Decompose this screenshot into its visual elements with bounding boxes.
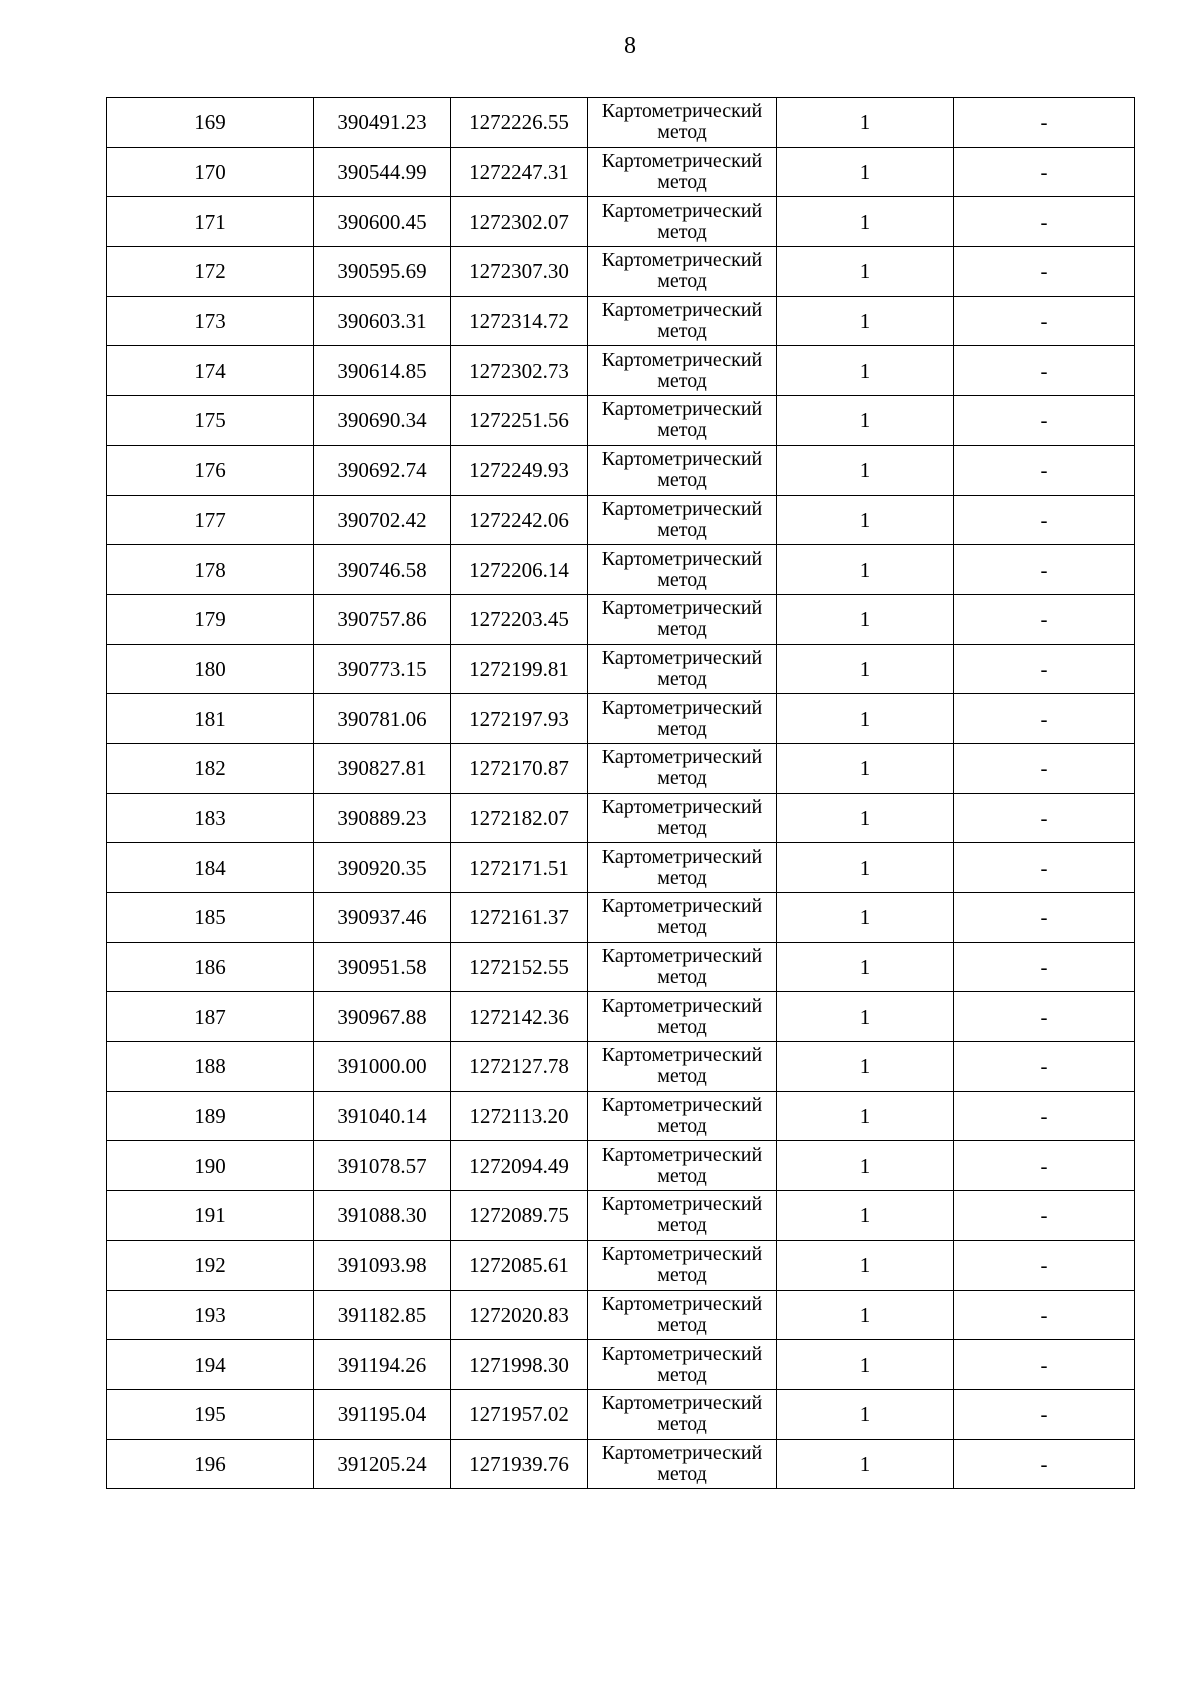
note-cell: - [954, 1141, 1135, 1191]
method-line-2: метод [657, 270, 707, 293]
accuracy-cell: 1 [777, 147, 954, 197]
note-cell: - [954, 147, 1135, 197]
point-number-cell: 190 [107, 1141, 314, 1191]
note-cell: - [954, 743, 1135, 793]
accuracy-cell: 1 [777, 694, 954, 744]
accuracy-cell: 1 [777, 197, 954, 247]
method-line-2: метод [657, 1065, 707, 1088]
x-coordinate-cell: 390920.35 [314, 843, 451, 893]
point-number-cell: 189 [107, 1091, 314, 1141]
method-line-1: Картометрический [601, 199, 763, 222]
note-cell: - [954, 644, 1135, 694]
method-cell [588, 495, 777, 545]
accuracy-cell: 1 [777, 495, 954, 545]
method-line-2: метод [657, 369, 707, 392]
method-line-1: Картометрический [601, 547, 763, 570]
note-cell: - [954, 1240, 1135, 1290]
x-coordinate-cell: 391088.30 [314, 1191, 451, 1241]
point-number-cell: 181 [107, 694, 314, 744]
table-row [107, 992, 1135, 1042]
method-line-2: метод [657, 469, 707, 492]
accuracy-cell: 1 [777, 1340, 954, 1390]
method-line-1: Картометрический [601, 895, 763, 918]
method-cell [588, 1340, 777, 1390]
method-cell [588, 1042, 777, 1092]
point-number-cell: 193 [107, 1290, 314, 1340]
method-line-1: Картометрический [601, 1441, 763, 1464]
point-number-cell: 171 [107, 197, 314, 247]
y-coordinate-cell: 1271939.76 [451, 1439, 588, 1489]
note-cell: - [954, 843, 1135, 893]
note-cell: - [954, 98, 1135, 148]
y-coordinate-cell: 1272094.49 [451, 1141, 588, 1191]
point-number-cell: 196 [107, 1439, 314, 1489]
point-number-cell: 177 [107, 495, 314, 545]
method-cell [588, 445, 777, 495]
table-row [107, 893, 1135, 943]
table-row [107, 1191, 1135, 1241]
method-cell [588, 743, 777, 793]
accuracy-cell: 1 [777, 1290, 954, 1340]
point-number-cell: 191 [107, 1191, 314, 1241]
method-cell [588, 1091, 777, 1141]
x-coordinate-cell: 390544.99 [314, 147, 451, 197]
method-line-1: Картометрический [601, 945, 763, 968]
method-line-1: Картометрический [601, 795, 763, 818]
method-cell [588, 893, 777, 943]
method-line-1: Картометрический [601, 696, 763, 719]
method-line-2: метод [657, 1264, 707, 1287]
method-line-2: метод [657, 717, 707, 740]
accuracy-cell: 1 [777, 98, 954, 148]
note-cell: - [954, 247, 1135, 297]
method-line-1: Картометрический [601, 597, 763, 620]
accuracy-cell: 1 [777, 445, 954, 495]
note-cell: - [954, 893, 1135, 943]
accuracy-cell: 1 [777, 1191, 954, 1241]
method-cell [588, 1290, 777, 1340]
accuracy-cell: 1 [777, 346, 954, 396]
point-number-cell: 175 [107, 396, 314, 446]
y-coordinate-cell: 1272142.36 [451, 992, 588, 1042]
method-line-2: метод [657, 518, 707, 541]
x-coordinate-cell: 391194.26 [314, 1340, 451, 1390]
method-line-1: Картометрический [601, 994, 763, 1017]
method-line-2: метод [657, 568, 707, 591]
point-number-cell: 187 [107, 992, 314, 1042]
table-row [107, 644, 1135, 694]
y-coordinate-cell: 1272020.83 [451, 1290, 588, 1340]
method-cell [588, 346, 777, 396]
y-coordinate-cell: 1272242.06 [451, 495, 588, 545]
table-row [107, 98, 1135, 148]
table-row [107, 793, 1135, 843]
y-coordinate-cell: 1272226.55 [451, 98, 588, 148]
table-row [107, 1290, 1135, 1340]
accuracy-cell: 1 [777, 1141, 954, 1191]
point-number-cell: 185 [107, 893, 314, 943]
note-cell: - [954, 346, 1135, 396]
method-line-1: Картометрический [601, 746, 763, 769]
table-row [107, 1439, 1135, 1489]
point-number-cell: 176 [107, 445, 314, 495]
y-coordinate-cell: 1272302.07 [451, 197, 588, 247]
point-number-cell: 188 [107, 1042, 314, 1092]
table-row [107, 197, 1135, 247]
method-line-2: метод [657, 767, 707, 790]
method-line-2: метод [657, 1363, 707, 1386]
accuracy-cell: 1 [777, 1042, 954, 1092]
method-cell [588, 197, 777, 247]
x-coordinate-cell: 391040.14 [314, 1091, 451, 1141]
x-coordinate-cell: 390702.42 [314, 495, 451, 545]
y-coordinate-cell: 1272170.87 [451, 743, 588, 793]
x-coordinate-cell: 390746.58 [314, 545, 451, 595]
x-coordinate-cell: 390692.74 [314, 445, 451, 495]
table-row [107, 247, 1135, 297]
method-cell [588, 1240, 777, 1290]
accuracy-cell: 1 [777, 992, 954, 1042]
y-coordinate-cell: 1272161.37 [451, 893, 588, 943]
method-line-1: Картометрический [601, 299, 763, 322]
method-line-2: метод [657, 121, 707, 144]
note-cell: - [954, 1340, 1135, 1390]
method-line-2: метод [657, 171, 707, 194]
point-number-cell: 186 [107, 942, 314, 992]
point-number-cell: 180 [107, 644, 314, 694]
point-number-cell: 178 [107, 545, 314, 595]
x-coordinate-cell: 390600.45 [314, 197, 451, 247]
method-cell [588, 594, 777, 644]
x-coordinate-cell: 390937.46 [314, 893, 451, 943]
method-cell [588, 545, 777, 595]
x-coordinate-cell: 391182.85 [314, 1290, 451, 1340]
note-cell: - [954, 1091, 1135, 1141]
point-number-cell: 183 [107, 793, 314, 843]
note-cell: - [954, 1439, 1135, 1489]
method-line-1: Картометрический [601, 646, 763, 669]
y-coordinate-cell: 1272314.72 [451, 296, 588, 346]
table-row [107, 1340, 1135, 1390]
method-line-2: метод [657, 916, 707, 939]
accuracy-cell: 1 [777, 743, 954, 793]
note-cell: - [954, 1191, 1135, 1241]
method-line-1: Картометрический [601, 398, 763, 421]
note-cell: - [954, 545, 1135, 595]
method-line-1: Картометрический [601, 1143, 763, 1166]
x-coordinate-cell: 390781.06 [314, 694, 451, 744]
method-cell [588, 992, 777, 1042]
point-number-cell: 173 [107, 296, 314, 346]
method-line-2: метод [657, 320, 707, 343]
accuracy-cell: 1 [777, 296, 954, 346]
y-coordinate-cell: 1272171.51 [451, 843, 588, 893]
x-coordinate-cell: 391000.00 [314, 1042, 451, 1092]
y-coordinate-cell: 1272203.45 [451, 594, 588, 644]
y-coordinate-cell: 1272152.55 [451, 942, 588, 992]
accuracy-cell: 1 [777, 545, 954, 595]
y-coordinate-cell: 1272182.07 [451, 793, 588, 843]
method-cell [588, 296, 777, 346]
table-row [107, 1091, 1135, 1141]
method-line-2: метод [657, 220, 707, 243]
y-coordinate-cell: 1271998.30 [451, 1340, 588, 1390]
accuracy-cell: 1 [777, 1439, 954, 1489]
point-number-cell: 169 [107, 98, 314, 148]
y-coordinate-cell: 1272197.93 [451, 694, 588, 744]
method-cell [588, 694, 777, 744]
x-coordinate-cell: 390595.69 [314, 247, 451, 297]
note-cell: - [954, 495, 1135, 545]
method-line-1: Картометрический [601, 1044, 763, 1067]
point-number-cell: 195 [107, 1389, 314, 1439]
note-cell: - [954, 594, 1135, 644]
accuracy-cell: 1 [777, 644, 954, 694]
y-coordinate-cell: 1272251.56 [451, 396, 588, 446]
method-line-1: Картометрический [601, 100, 763, 123]
x-coordinate-cell: 391195.04 [314, 1389, 451, 1439]
method-line-2: метод [657, 618, 707, 641]
method-cell [588, 1439, 777, 1489]
table-row [107, 495, 1135, 545]
x-coordinate-cell: 390967.88 [314, 992, 451, 1042]
x-coordinate-cell: 391205.24 [314, 1439, 451, 1489]
point-number-cell: 174 [107, 346, 314, 396]
table-row [107, 942, 1135, 992]
table-row [107, 1141, 1135, 1191]
accuracy-cell: 1 [777, 247, 954, 297]
method-cell [588, 98, 777, 148]
table-row [107, 296, 1135, 346]
table-row [107, 445, 1135, 495]
method-cell [588, 147, 777, 197]
method-line-2: метод [657, 1462, 707, 1485]
method-cell [588, 247, 777, 297]
y-coordinate-cell: 1272307.30 [451, 247, 588, 297]
method-line-2: метод [657, 1214, 707, 1237]
note-cell: - [954, 793, 1135, 843]
method-cell [588, 1141, 777, 1191]
table-row [107, 1240, 1135, 1290]
table-row [107, 743, 1135, 793]
method-line-2: метод [657, 1115, 707, 1138]
method-line-1: Картометрический [601, 249, 763, 272]
y-coordinate-cell: 1272199.81 [451, 644, 588, 694]
method-line-2: метод [657, 1313, 707, 1336]
point-number-cell: 172 [107, 247, 314, 297]
method-line-1: Картометрический [601, 1243, 763, 1266]
accuracy-cell: 1 [777, 893, 954, 943]
method-line-2: метод [657, 419, 707, 442]
method-line-1: Картометрический [601, 448, 763, 471]
method-line-2: метод [657, 866, 707, 889]
y-coordinate-cell: 1272127.78 [451, 1042, 588, 1092]
table-row [107, 545, 1135, 595]
note-cell: - [954, 296, 1135, 346]
y-coordinate-cell: 1272247.31 [451, 147, 588, 197]
point-number-cell: 182 [107, 743, 314, 793]
y-coordinate-cell: 1272249.93 [451, 445, 588, 495]
table-row [107, 694, 1135, 744]
accuracy-cell: 1 [777, 594, 954, 644]
accuracy-cell: 1 [777, 396, 954, 446]
point-number-cell: 194 [107, 1340, 314, 1390]
y-coordinate-cell: 1272302.73 [451, 346, 588, 396]
note-cell: - [954, 1042, 1135, 1092]
table-row [107, 1042, 1135, 1092]
y-coordinate-cell: 1272206.14 [451, 545, 588, 595]
x-coordinate-cell: 390690.34 [314, 396, 451, 446]
note-cell: - [954, 445, 1135, 495]
note-cell: - [954, 396, 1135, 446]
method-line-2: метод [657, 816, 707, 839]
table-row [107, 1389, 1135, 1439]
x-coordinate-cell: 390951.58 [314, 942, 451, 992]
method-cell [588, 644, 777, 694]
table-row [107, 594, 1135, 644]
accuracy-cell: 1 [777, 1389, 954, 1439]
accuracy-cell: 1 [777, 1091, 954, 1141]
accuracy-cell: 1 [777, 1240, 954, 1290]
note-cell: - [954, 197, 1135, 247]
note-cell: - [954, 1389, 1135, 1439]
method-cell [588, 396, 777, 446]
method-line-1: Картометрический [601, 1193, 763, 1216]
table-row [107, 346, 1135, 396]
table-body [107, 98, 1135, 1489]
x-coordinate-cell: 390773.15 [314, 644, 451, 694]
method-cell [588, 1389, 777, 1439]
x-coordinate-cell: 390827.81 [314, 743, 451, 793]
method-line-2: метод [657, 1015, 707, 1038]
note-cell: - [954, 942, 1135, 992]
y-coordinate-cell: 1272089.75 [451, 1191, 588, 1241]
method-cell [588, 1191, 777, 1241]
accuracy-cell: 1 [777, 793, 954, 843]
method-line-2: метод [657, 667, 707, 690]
x-coordinate-cell: 390757.86 [314, 594, 451, 644]
y-coordinate-cell: 1272113.20 [451, 1091, 588, 1141]
accuracy-cell: 1 [777, 843, 954, 893]
x-coordinate-cell: 390889.23 [314, 793, 451, 843]
x-coordinate-cell: 390491.23 [314, 98, 451, 148]
method-line-1: Картометрический [601, 1292, 763, 1315]
point-number-cell: 170 [107, 147, 314, 197]
point-number-cell: 192 [107, 1240, 314, 1290]
note-cell: - [954, 992, 1135, 1042]
page-number: 8 [624, 33, 636, 59]
method-cell [588, 843, 777, 893]
method-line-1: Картометрический [601, 497, 763, 520]
method-line-1: Картометрический [601, 1342, 763, 1365]
method-line-1: Картометрический [601, 1094, 763, 1117]
x-coordinate-cell: 391093.98 [314, 1240, 451, 1290]
y-coordinate-cell: 1272085.61 [451, 1240, 588, 1290]
method-cell [588, 942, 777, 992]
y-coordinate-cell: 1271957.02 [451, 1389, 588, 1439]
x-coordinate-cell: 390614.85 [314, 346, 451, 396]
x-coordinate-cell: 390603.31 [314, 296, 451, 346]
accuracy-cell: 1 [777, 942, 954, 992]
point-number-cell: 179 [107, 594, 314, 644]
note-cell: - [954, 694, 1135, 744]
point-number-cell: 184 [107, 843, 314, 893]
method-line-1: Картометрический [601, 348, 763, 371]
x-coordinate-cell: 391078.57 [314, 1141, 451, 1191]
note-cell: - [954, 1290, 1135, 1340]
method-line-1: Картометрический [601, 150, 763, 173]
method-cell [588, 793, 777, 843]
table-row [107, 396, 1135, 446]
table-row [107, 147, 1135, 197]
method-line-1: Картометрический [601, 845, 763, 868]
method-line-1: Картометрический [601, 1392, 763, 1415]
table-row [107, 843, 1135, 893]
coordinates-table [106, 97, 1135, 1489]
method-line-2: метод [657, 1164, 707, 1187]
method-line-2: метод [657, 1413, 707, 1436]
method-line-2: метод [657, 966, 707, 989]
